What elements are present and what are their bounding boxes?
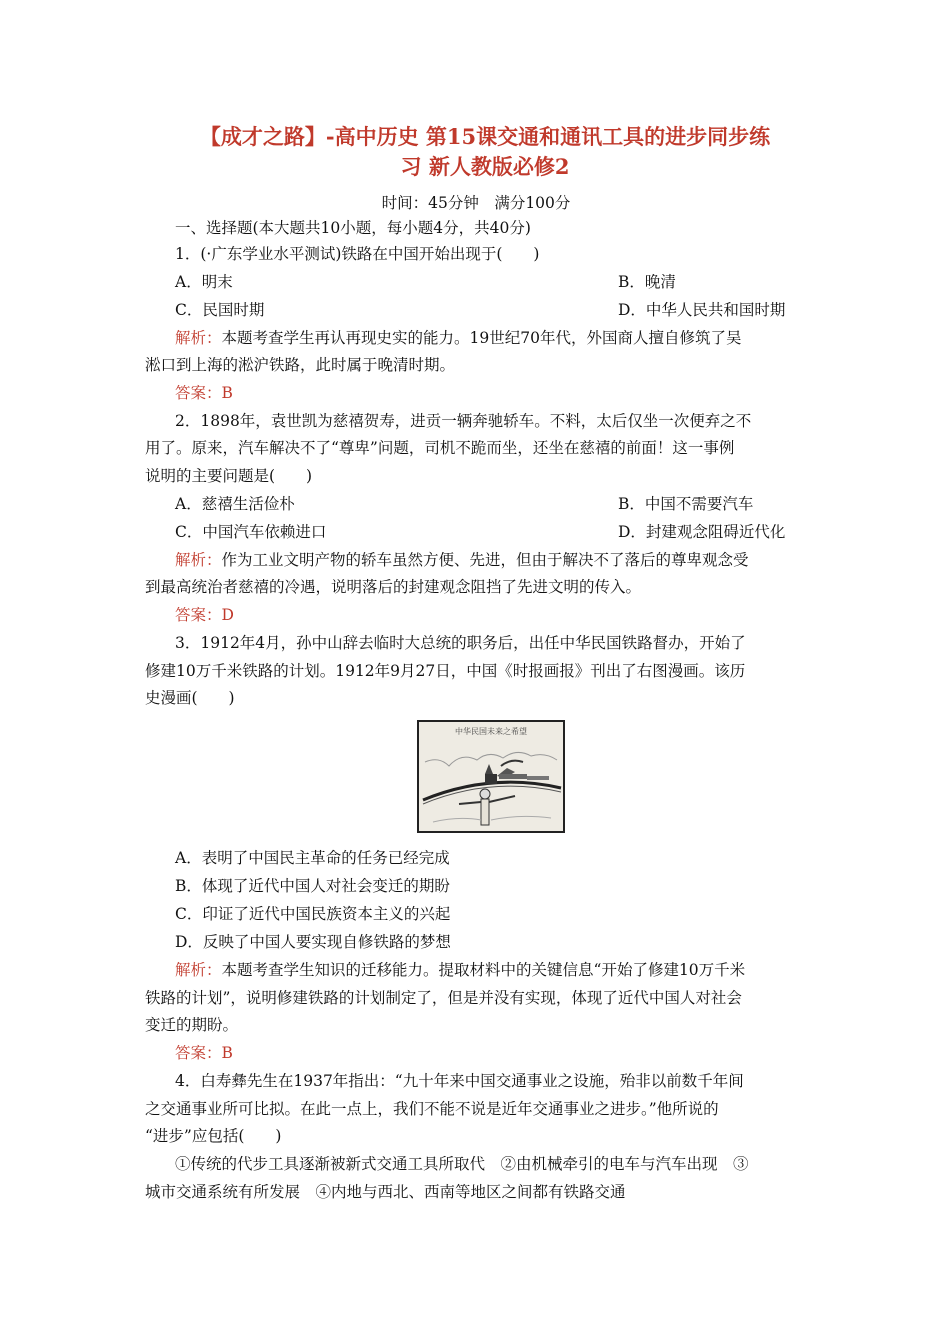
- q1-analysis-line-2: 淞口到上海的淞沪铁路，此时属于晚清时期。: [145, 356, 456, 374]
- q2-options-row-1: [145, 494, 837, 514]
- q3-option-a: A．表明了中国民主革命的任务已经完成: [175, 849, 450, 867]
- q2-stem-line-1: 2．1898年，袁世凯为慈禧贺寿，进贡一辆奔驰轿车。不料，太后仅坐一次便弃之不: [175, 412, 752, 430]
- q3-stem-line-2: 修建10万千米铁路的计划。1912年9月27日，中国《时报画报》刊出了右图漫画。该历: [145, 662, 746, 680]
- q3-analysis-line-2: 铁路的计划”，说明修建铁路的计划制定了，但是并没有实现，体现了近代中国人对社会: [145, 989, 742, 1007]
- q1-answer: 答案：B: [175, 384, 233, 402]
- q4-stem-line-3: “进步”应包括( ): [145, 1127, 282, 1145]
- q3-stem-line-3: 史漫画( ): [145, 689, 235, 707]
- q1-stem: 1．(·广东学业水平测试)铁路在中国开始出现于( ): [175, 245, 540, 263]
- q3-stem-line-1: 3．1912年4月，孙中山辞去临时大总统的职务后，出任中华民国铁路督办，开始了: [175, 634, 746, 652]
- q3-option-d: D．反映了中国人要实现自修铁路的梦想: [175, 933, 451, 951]
- document-title-line-1: 【成才之路】-高中历史 第15课交通和通讯工具的进步同步练: [199, 124, 771, 149]
- q3-analysis-line-1: 解析：本题考查学生知识的迁移能力。提取材料中的关键信息“开始了修建10万千米: [175, 961, 746, 979]
- q2-answer: 答案：D: [175, 606, 234, 624]
- q4-items-line-1: ①传统的代步工具逐渐被新式交通工具所取代 ②由机械牵引的电车与汽车出现 ③: [175, 1155, 749, 1173]
- q3-answer: 答案：B: [175, 1044, 233, 1062]
- q1-analysis-line-1: 解析：本题考查学生再认再现史实的能力。19世纪70年代，外国商人擅自修筑了吴: [175, 329, 742, 347]
- q2-analysis-line-2: 到最高统治者慈禧的冷遇，说明落后的封建观念阻挡了先进文明的传入。: [145, 578, 642, 596]
- q1-option-d: D．中华人民共和国时期: [618, 301, 786, 319]
- q1-options-row-2: [145, 300, 837, 320]
- q4-items-line-2: 城市交通系统有所发展 ④内地与西北、西南等地区之间都有铁路交通: [145, 1183, 626, 1201]
- cartoon-illustration: [419, 722, 563, 831]
- cartoon-caption: 中华民国未来之希望: [455, 727, 527, 736]
- q1-option-a: A．明末: [175, 273, 233, 291]
- section-heading: 一、选择题(本大题共10小题，每小题4分，共40分): [175, 219, 531, 237]
- document-title-line-2: 习 新人教版必修2: [400, 154, 570, 179]
- q2-analysis-label: 解析：: [175, 551, 222, 569]
- q1-analysis-label: 解析：: [175, 329, 222, 347]
- q4-stem-line-2: 之交通事业所可比拟。在此一点上，我们不能不说是近年交通事业之进步。”他所说的: [145, 1100, 719, 1118]
- q3-option-b: B．体现了近代中国人对社会变迁的期盼: [175, 877, 450, 895]
- q4-stem-line-1: 4．白寿彝先生在1937年指出：“九十年来中国交通事业之设施，殆非以前数千年间: [175, 1072, 744, 1090]
- q3-option-c: C．印证了近代中国民族资本主义的兴起: [175, 905, 451, 923]
- q3-analysis-line-3: 变迁的期盼。: [145, 1016, 239, 1034]
- q2-option-a: A．慈禧生活俭朴: [175, 495, 295, 513]
- cartoon-figure: [417, 720, 565, 833]
- q2-option-b: B．中国不需要汽车: [618, 495, 754, 513]
- q2-analysis-line-1: 解析：作为工业文明产物的轿车虽然方便、先进，但由于解决不了落后的尊卑观念受: [175, 551, 749, 569]
- q2-options-row-2: [145, 522, 837, 542]
- q2-option-c: C．中国汽车依赖进口: [175, 523, 327, 541]
- q1-option-b: B．晚清: [618, 273, 676, 291]
- q2-stem-line-2: 用了。原来，汽车解决不了“尊卑”问题，司机不跪而坐，还坐在慈禧的前面！这一事例: [145, 439, 735, 457]
- q2-stem-line-3: 说明的主要问题是( ): [145, 467, 313, 485]
- exam-meta: 时间：45分钟 满分100分: [381, 194, 571, 212]
- q2-option-d: D．封建观念阻碍近代化: [618, 523, 786, 541]
- q1-option-c: C．民国时期: [175, 301, 265, 319]
- q3-analysis-label: 解析：: [175, 961, 222, 979]
- q1-options-row-1: [145, 272, 837, 292]
